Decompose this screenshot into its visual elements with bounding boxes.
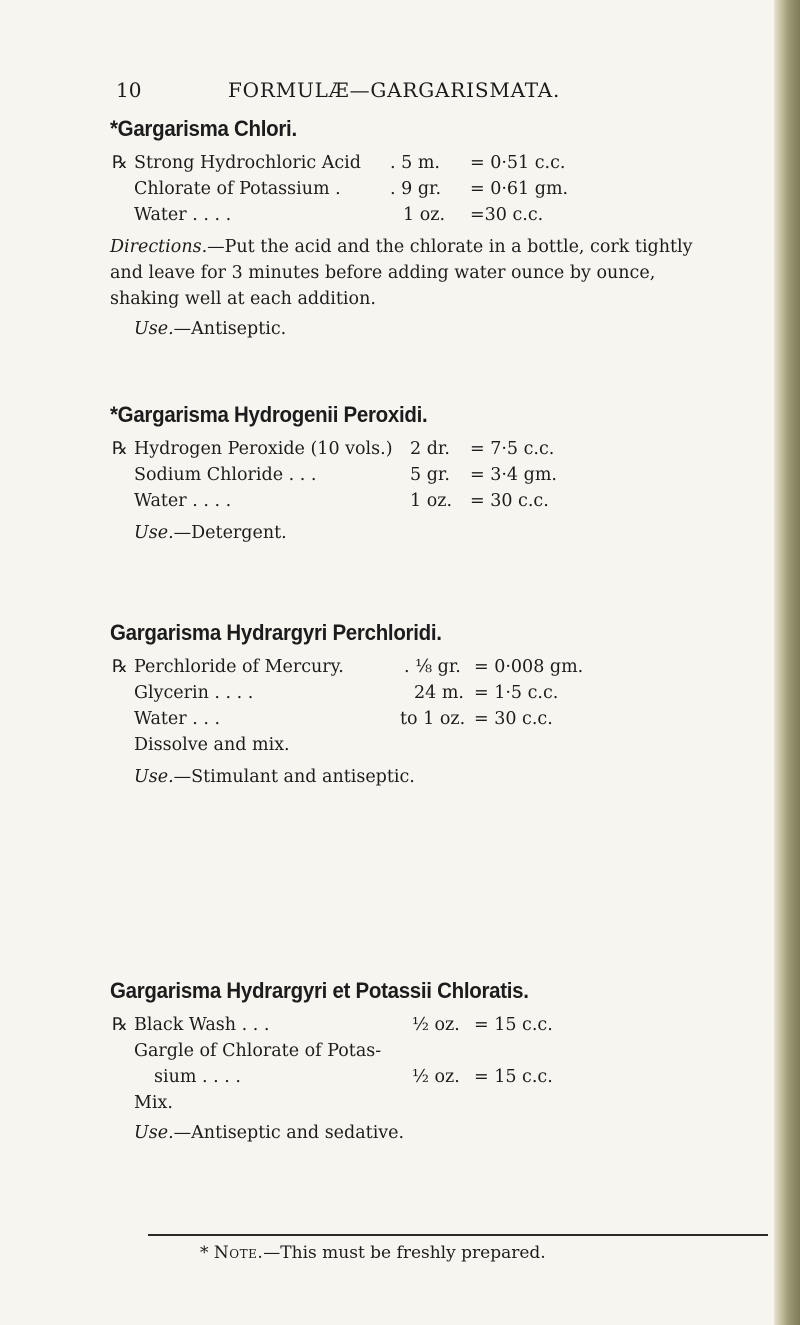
recipe-symbol: ℞ <box>112 153 128 173</box>
ingredient-name: sium . . . . <box>154 1067 241 1087</box>
ingredient-metric: = 3·4 gm. <box>470 465 557 485</box>
use-label: Use. <box>134 319 174 339</box>
section-title: *Gargarisma Hydrogenii Peroxidi. <box>110 402 428 427</box>
footnote-label: Note. <box>213 1243 264 1263</box>
ingredient-row <box>110 488 730 514</box>
use-text: —Detergent. <box>173 523 287 543</box>
ingredient-quantity: 1 oz. <box>410 491 453 511</box>
use-label: Use. <box>134 523 174 543</box>
instruction-row <box>110 732 730 758</box>
section-gargarisma-hydrargyri-potassii <box>110 976 730 1146</box>
footnote <box>200 1240 546 1266</box>
ingredient-row <box>110 436 730 462</box>
footnote-divider <box>148 1234 768 1236</box>
use-line <box>110 520 730 546</box>
ingredient-row <box>110 150 730 176</box>
ingredient-quantity: 24 m. <box>414 683 464 703</box>
section-gargarisma-chlori <box>110 114 730 342</box>
section-gargarisma-hydrogenii-peroxidi <box>110 400 730 546</box>
ingredient-name: Black Wash . . . <box>134 1015 270 1035</box>
ingredient-quantity: . 9 gr. <box>390 179 442 199</box>
ingredient-quantity: 1 oz. <box>403 205 446 225</box>
ingredient-name: Water . . . . <box>134 205 232 225</box>
ingredient-name: Glycerin . . . . <box>134 683 254 703</box>
ingredient-quantity: . ⅛ gr. <box>404 657 461 677</box>
ingredient-name: Hydrogen Peroxide (10 vols.) <box>134 439 393 459</box>
ingredient-row <box>110 176 730 202</box>
section-gargarisma-hydrargyri-perchloridi <box>110 618 730 790</box>
use-text: —Antiseptic and sedative. <box>173 1123 405 1143</box>
ingredient-metric: = 30 c.c. <box>474 709 553 729</box>
footnote-text: —This must be freshly prepared. <box>263 1243 546 1263</box>
ingredient-quantity: 5 gr. <box>410 465 450 485</box>
use-line <box>110 316 730 342</box>
instruction-text: Mix. <box>134 1093 173 1113</box>
ingredient-name: Chlorate of Potassium . <box>134 179 341 199</box>
footnote-marker: * <box>200 1243 209 1263</box>
directions-label: Directions. <box>110 237 208 257</box>
ingredient-quantity: to 1 oz. <box>400 709 466 729</box>
ingredient-row <box>110 202 730 228</box>
ingredient-quantity: ½ oz. <box>412 1015 460 1035</box>
ingredient-metric: =30 c.c. <box>470 205 544 225</box>
ingredient-metric: = 7·5 c.c. <box>470 439 555 459</box>
recipe-symbol: ℞ <box>112 1015 128 1035</box>
ingredient-metric: = 15 c.c. <box>474 1067 553 1087</box>
ingredient-row <box>110 1012 730 1038</box>
ingredient-name: Strong Hydrochloric Acid <box>134 153 361 173</box>
section-title: Gargarisma Hydrargyri Perchloridi. <box>110 620 442 645</box>
instruction-row <box>110 1090 730 1116</box>
ingredient-row <box>110 680 730 706</box>
ingredient-row <box>110 706 730 732</box>
instruction-text: Dissolve and mix. <box>134 735 290 755</box>
ingredient-metric: = 0·51 c.c. <box>470 153 566 173</box>
ingredient-row <box>110 462 730 488</box>
use-line <box>110 1120 730 1146</box>
ingredient-row <box>110 1038 730 1064</box>
ingredient-metric: = 1·5 c.c. <box>474 683 559 703</box>
directions-text: —Put the acid and the chlorate in a bottle, cork tightly and leave for 3 minutes before adding water ounce by ounce, shaking well at each addition. <box>110 237 693 309</box>
ingredient-name: Gargle of Chlorate of Potas- <box>134 1041 382 1061</box>
section-title: *Gargarisma Chlori. <box>110 116 297 141</box>
recipe-symbol: ℞ <box>112 657 128 677</box>
ingredient-name: Perchloride of Mercury. <box>134 657 344 677</box>
ingredient-row <box>110 1064 730 1090</box>
ingredient-row <box>110 654 730 680</box>
use-label: Use. <box>134 1123 174 1143</box>
ingredient-metric: = 0·61 gm. <box>470 179 569 199</box>
ingredient-quantity: ½ oz. <box>412 1067 460 1087</box>
page-edge-shadow <box>774 0 800 1325</box>
running-head: FORMULÆ—GARGARISMATA. <box>228 78 561 102</box>
use-label: Use. <box>134 767 174 787</box>
ingredient-quantity: 2 dr. <box>410 439 450 459</box>
use-text: —Stimulant and antiseptic. <box>173 767 415 787</box>
ingredient-name: Water . . . . <box>134 491 232 511</box>
use-line <box>110 764 730 790</box>
ingredient-metric: = 30 c.c. <box>470 491 549 511</box>
directions-paragraph <box>110 234 730 312</box>
ingredient-metric: = 15 c.c. <box>474 1015 553 1035</box>
section-title: Gargarisma Hydrargyri et Potassii Chloratis. <box>110 978 529 1003</box>
ingredient-name: Water . . . <box>134 709 221 729</box>
use-text: —Antiseptic. <box>173 319 287 339</box>
recipe-symbol: ℞ <box>112 439 128 459</box>
ingredient-name: Sodium Chloride . . . <box>134 465 317 485</box>
ingredient-metric: = 0·008 gm. <box>474 657 584 677</box>
page-number: 10 <box>116 78 142 102</box>
ingredient-quantity: . 5 m. <box>390 153 440 173</box>
page-header <box>88 78 688 108</box>
